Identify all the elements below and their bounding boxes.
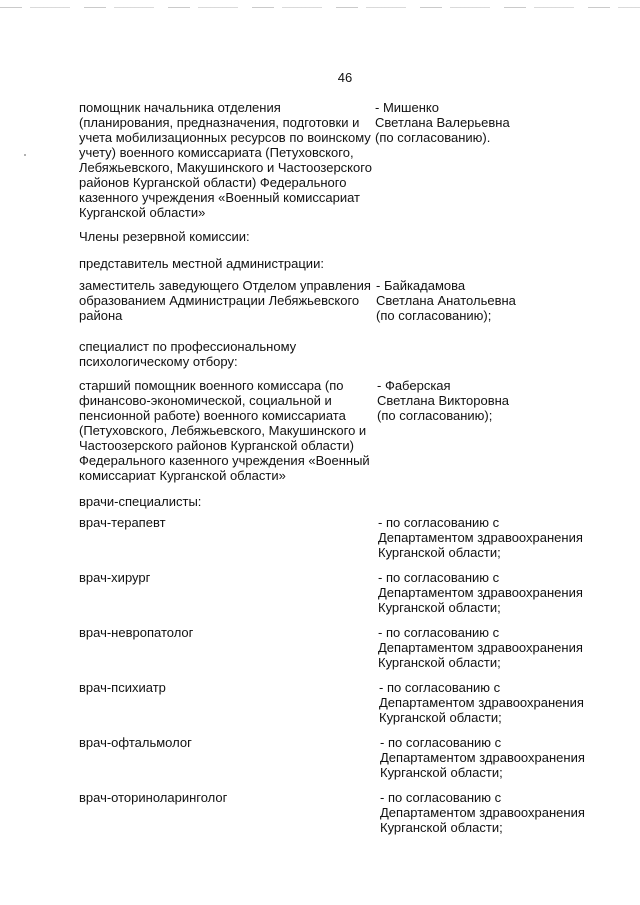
doctor-approval: - по согласованию с Департаментом здравоохранения Курганской области; <box>380 790 585 835</box>
page-number: 46 <box>337 70 353 85</box>
heading-reserve-members: Члены резервной комиссии: <box>79 229 250 244</box>
doctor-title: врач-оториноларинголог <box>79 790 228 805</box>
scan-artifact-line <box>0 7 640 8</box>
position-text: помощник начальника отделения (планирования, предназначения, подготовки и учета мобилизационных ресурсов по воинскому учету) военного комиссариата (Петуховского, Лебяжьевского, Макушинского и Частоозерского районов Курганской области) Федерального казенного учреждения «Военный комиссариат Курганской области» <box>79 100 372 220</box>
doctor-title: врач-невропатолог <box>79 625 194 640</box>
person-text: - Байкадамова Светлана Анатольевна (по согласованию); <box>376 278 516 323</box>
doctor-approval: - по согласованию с Департаментом здравоохранения Курганской области; <box>378 515 583 560</box>
doctor-title: врач-офтальмолог <box>79 735 192 750</box>
doctor-approval: - по согласованию с Департаментом здравоохранения Курганской области; <box>378 625 583 670</box>
heading-doctors: врачи-специалисты: <box>79 494 202 509</box>
doctor-title: врач-хирург <box>79 570 151 585</box>
position-text: заместитель заведующего Отделом управления образованием Администрации Лебяжьевского района <box>79 278 371 323</box>
doctor-approval: - по согласованию с Департаментом здравоохранения Курганской области; <box>378 570 583 615</box>
doctor-approval: - по согласованию с Департаментом здравоохранения Курганской области; <box>380 735 585 780</box>
doctor-title: врач-психиатр <box>79 680 166 695</box>
doctor-approval: - по согласованию с Департаментом здравоохранения Курганской области; <box>379 680 584 725</box>
position-text: старший помощник военного комиссара (по финансово-экономической, социальной и пенсионной работе) военного комиссариата (Петуховского, Лебяжьевского, Макушинского и Частоозерского районов Курганской области) Федерального казенного учреждения «Военный комиссариат Курганской области» <box>79 378 370 483</box>
person-text: - Фаберская Светлана Викторовна (по согласованию); <box>377 378 510 423</box>
doctor-title: врач-терапевт <box>79 515 166 530</box>
heading-psych-specialist: специалист по профессиональному психологическому отбору: <box>79 339 297 369</box>
person-text: - Мишенко Светлана Валерьевна (по согласованию). <box>375 100 510 145</box>
scan-speck <box>24 154 26 156</box>
heading-local-admin: представитель местной администрации: <box>79 256 324 271</box>
